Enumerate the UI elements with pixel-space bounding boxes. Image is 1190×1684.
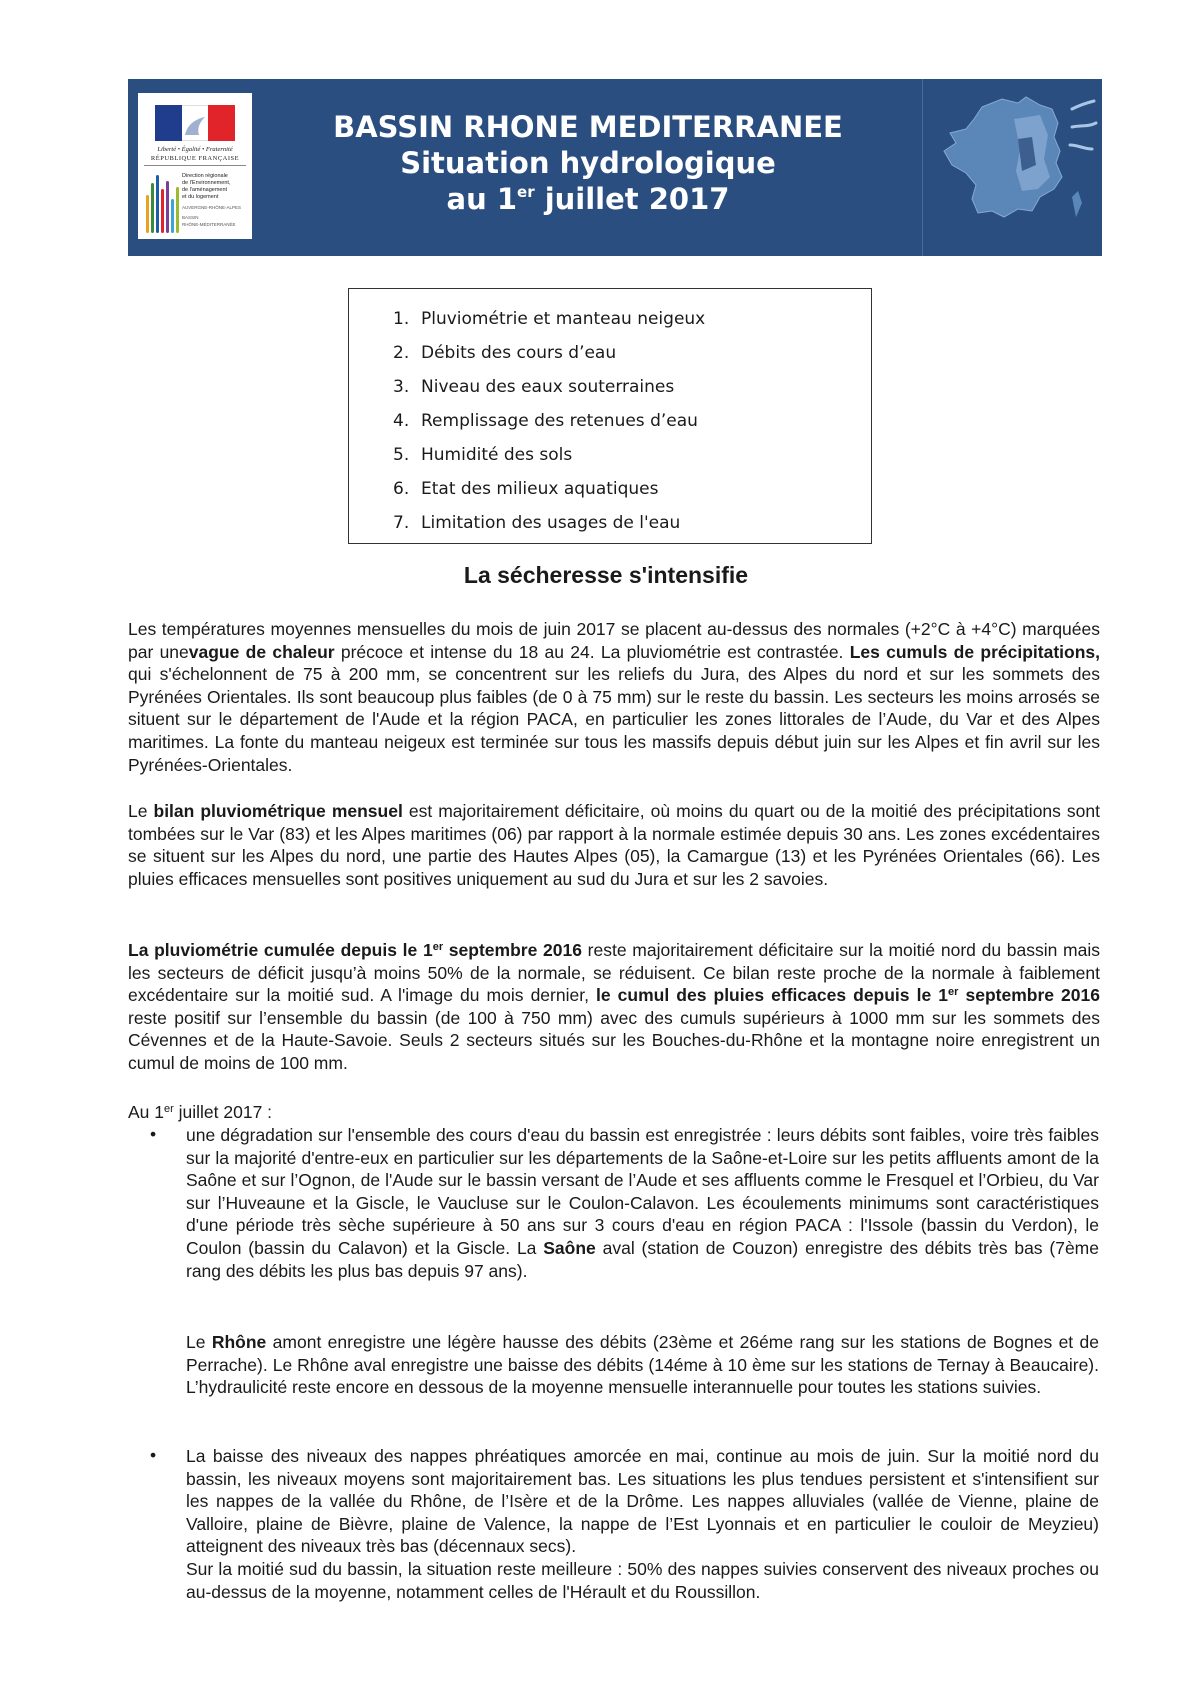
paragraph-pluviometrie-cumulee: La pluviométrie cumulée depuis le 1er septembre 2016 reste majoritairement déficitaire sur la moitié nord du bassin mais les secteurs de déficit jusqu’à moins 50% de la normale, se réduisent. Ce bilan reste proche de la normale à faiblement excédentaire sur la moitié sud. A l'image du mois dernier, le cumul des pluies efficaces depuis le 1er septembre 2016 reste positif sur l’ensemble du bassin (de 100 à 750 mm) avec des cumuls supérieurs à 1000 mm sur les sommets des Cévennes et de la Haute-Savoie. Seuls 2 secteurs situés sur les Bouches-du-Rhône et la montagne noire enregistrent un cumul de moins de 100 mm. [128, 940, 1100, 1073]
paragraph-date-intro: Au 1er juillet 2017 : [128, 1102, 273, 1122]
toc-item: 1. Pluviométrie et manteau neigeux [393, 309, 706, 329]
marianne-flag-icon [155, 105, 235, 141]
paragraph-rhone: Le Rhône amont enregistre une légère hausse des débits (23ème et 26éme rang sur les stations de Bognes et de Perrache). Le Rhône aval enregistre une baisse des débits (14éme à 10 ème sur les stations de Ternay à Beaucaire). L’hydraulicité reste encore en dessous de la moyenne mensuelle interannuelle pour toutes les stations suivies. [186, 1332, 1099, 1398]
paragraph-bilan-mensuel: Le bilan pluviométrique mensuel est majoritairement déficitaire, où moins du quart ou de la moitié des précipitations sont tombées sur le Var (83) et les Alpes maritimes (06) par rapport à la normale estimée depuis 30 ans. Les zones excédentaires se situent sur les Alpes du nord, une partie des Hautes Alpes (05), la Camargue (13) et les Pyrénées Orientales (66). Les pluies efficaces mensuelles sont positives uniquement au sud du Jura et sur les 2 savoies. [128, 801, 1101, 889]
logo-country: RÉPUBLIQUE FRANÇAISE [150, 155, 240, 162]
document-title [278, 109, 898, 217]
dreal-basin1: BASSIN [182, 215, 199, 220]
dreal-line2: de l'Environnement, [182, 180, 231, 186]
toc-item: 2. Débits des cours d’eau [393, 343, 617, 363]
paragraph-temperatures: Les températures moyennes mensuelles du mois de juin 2017 se placent au-dessus des normales (+2°C à +4°C) marquées par unevague de chaleur précoce et intense du 18 au 24. La pluviométrie est contrastée. Les cumuls de précipitations, qui s'échelonnent de 75 à 200 mm, se concentrent sur les reliefs du Jura, des Alpes du nord et sur les sommets des Pyrénées Orientales. Ils sont beaucoup plus faibles (de 0 à 75 mm) sur le reste du bassin. Les secteurs les moins arrosés se situent sur le département de l'Aude et la région PACA, en particulier les zones littorales de l’Aude, du Var et des Alpes maritimes. La fonte du manteau neigeux est terminée sur tous les massifs depuis début juin sur les Alpes et fin avril sur les Pyrénées-Orientales. [128, 619, 1100, 775]
section-headline: La sécheresse s'intensifie [463, 562, 749, 588]
toc-item: 3. Niveau des eaux souterraines [393, 377, 675, 397]
title-line1: BASSIN RHONE MEDITERRANEE [333, 110, 843, 144]
header-banner [128, 79, 1102, 256]
logo-motto: Liberté • Égalité • Fraternité [157, 146, 233, 153]
dreal-basin2: RHÔNE-MÉDITERRANÉE [182, 222, 236, 227]
dreal-line3: de l'aménagement [182, 187, 228, 193]
title-line2: Situation hydrologique [400, 146, 776, 180]
republique-francaise-logo [138, 93, 252, 239]
toc-item: 7. Limitation des usages de l'eau [393, 513, 681, 533]
bullet-nappes: La baisse des niveaux des nappes phréatiques amorcée en mai, continue au mois de juin. Sur la moitié nord du bassin, les niveaux moyens sont majoritairement bas. Les situations les plus tendues persistent et s'intensifient sur les nappes de la vallée du Rhône, de l’Isère et de la Drôme. Les nappes alluviales (vallée de Vienne, plaine de Valloire, plaine de Bièvre, plaine de Valence, la nappe de l’Est Lyonnais et en particulier le couloir de Meyzieu) atteignent des niveaux très bas (décennaux secs). Sur la moitié sud du bassin, la situation reste meilleure : 50% des nappes suivies conservent des niveaux proches ou au-dessus de la moyenne, notamment celles de l'Hérault et du Roussillon. [186, 1446, 1099, 1602]
toc-item: 4. Remplissage des retenues d’eau [393, 411, 698, 431]
bullet-cours-d-eau: une dégradation sur l'ensemble des cours d'eau du bassin est enregistrée : leurs débits sont faibles, voire très faibles sur la majorité d'entre-eux en particulier sur les départements de la Saône-et-Loire sur les petits affluents amont de la Saône et sur l’Ognon, de l'Aude sur le bassin versant de l’Aude et ses affluents comme le Fresquel et l’Orbieu, du Var sur l’Huveaune et la Giscle, le Vaucluse sur le Coulon-Calavon. Les écoulements minimums sont caractéristiques d'une période très sèche supérieure à 50 ans sur 3 cours d'eau en région PACA : l'Issole (bassin du Verdon), le Coulon (bassin du Calavon) et la Giscle. La Saône aval (station de Couzon) enregistre des débits très bas (7ème rang des débits les plus bas depuis 97 ans). [186, 1125, 1099, 1281]
dreal-label [182, 173, 248, 228]
logo-divider [144, 165, 246, 166]
dreal-line4: et du logement [182, 194, 219, 200]
dreal-line1: Direction régionale [182, 173, 228, 179]
bullet-symbol: • [150, 1445, 157, 1465]
table-of-contents [348, 288, 872, 544]
title-line3: au 1er juillet 2017 [446, 182, 730, 216]
toc-item: 5. Humidité des sols [393, 445, 573, 465]
toc-item: 6. Etat des milieux aquatiques [393, 479, 659, 499]
dreal-stripes-icon [146, 173, 180, 233]
france-map-icon [922, 79, 1102, 256]
dreal-region: AUVERGNE-RHÔNE-ALPES [182, 205, 242, 210]
bullet-symbol: • [150, 1124, 157, 1144]
